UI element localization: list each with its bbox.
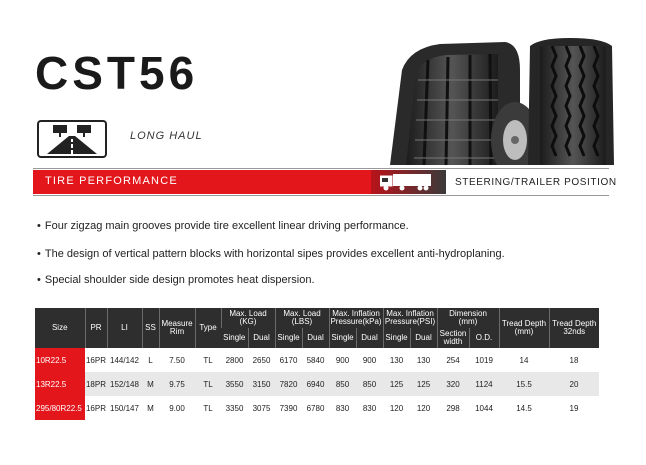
col-pr: PR (85, 308, 107, 348)
cell-type: TL (195, 372, 221, 396)
feature-item: • Special shoulder side design promotes heat dispersion. (37, 274, 315, 286)
divider (33, 168, 609, 169)
cell-rim: 7.50 (169, 355, 185, 365)
application-label: LONG HAUL (130, 130, 203, 142)
subcol-single: Single (221, 328, 248, 348)
col-inflation-kpa: Max. Inflation Pressure(kPa) (330, 309, 382, 326)
cell-tread-mm: 14.5 (516, 403, 532, 413)
cell-rim: 9.75 (159, 372, 195, 396)
cell-section-width: 298 (446, 403, 460, 413)
col-dimension: Dimension (mm) (437, 308, 499, 328)
cell-kg-single: 2800 (225, 355, 244, 365)
tire-front (528, 38, 614, 165)
cell-kpa-single: 850 (329, 372, 356, 396)
cell-kpa-single: 900 (335, 355, 350, 365)
cell-psi-dual: 130 (416, 355, 431, 365)
subcol-dual: Dual (410, 328, 437, 348)
col-li: LI (107, 308, 142, 348)
cell-kg-single: 3350 (225, 403, 244, 413)
subcol-dual: Dual (248, 328, 275, 348)
cell-ss: M (142, 372, 159, 396)
subcol-dual: Dual (302, 328, 329, 348)
cell-tread-32nds: 20 (549, 372, 599, 396)
cell-tread-mm: 15.5 (499, 372, 549, 396)
subcol-dual: Dual (356, 328, 383, 348)
cell-kg-dual: 3150 (248, 372, 275, 396)
feature-item: • Four zigzag main grooves provide tire excellent linear driving performance. (37, 220, 409, 232)
cell-pr: 16PR (85, 355, 106, 365)
truck-icon (380, 172, 435, 192)
col-load-kg: Max. Load (KG) (221, 308, 275, 328)
cell-psi-single: 120 (389, 403, 404, 413)
col-ss: SS (142, 308, 159, 348)
cell-li: 152/148 (107, 372, 142, 396)
tire-illustration (380, 30, 620, 165)
cell-tread-32nds: 18 (569, 355, 579, 365)
cell-kg-single: 3550 (221, 372, 248, 396)
cell-od: 1124 (469, 372, 499, 396)
road-icon (37, 120, 107, 158)
table-row (35, 348, 599, 372)
cell-lbs-single: 7390 (279, 403, 298, 413)
cell-size: 13R22.5 (35, 372, 85, 396)
cell-psi-dual: 120 (416, 403, 431, 413)
cell-tread-32nds: 19 (569, 403, 579, 413)
cell-kpa-dual: 900 (362, 355, 377, 365)
feature-item: • The design of vertical pattern blocks with horizontal sipes provides excellent anti-hydroplaning. (37, 248, 505, 260)
cell-kpa-dual: 830 (362, 403, 377, 413)
cell-pr: 16PR (85, 403, 106, 413)
position-label: STEERING/TRAILER POSITION (455, 177, 617, 188)
col-type: Type (195, 308, 221, 348)
tire-angled (390, 42, 539, 165)
cell-ss: L (148, 355, 153, 365)
cell-lbs-single: 6170 (279, 355, 298, 365)
divider (33, 195, 609, 196)
cell-kpa-dual: 850 (356, 372, 383, 396)
cell-section-width: 320 (437, 372, 469, 396)
cell-section-width: 254 (446, 355, 460, 365)
cell-type: TL (203, 355, 213, 365)
subcol-single: Single (383, 328, 410, 348)
cell-pr: 18PR (85, 372, 107, 396)
subcol-single: Single (329, 328, 356, 348)
cell-psi-single: 130 (389, 355, 404, 365)
subcol-section-width: Section width (437, 328, 469, 348)
cell-size: 10R22.5 (35, 348, 85, 372)
cell-od: 1044 (475, 403, 493, 413)
col-rim: Measure Rim (159, 308, 195, 348)
cell-rim: 9.00 (169, 403, 185, 413)
cell-lbs-dual: 6940 (302, 372, 329, 396)
cell-kpa-single: 830 (335, 403, 350, 413)
cell-type: TL (203, 403, 213, 413)
subcol-od: O.D. (469, 328, 499, 348)
table-row (35, 396, 599, 420)
col-tread-32nds: Tread Depth 32nds (549, 308, 599, 348)
cell-psi-single: 125 (383, 372, 410, 396)
section-title: TIRE PERFORMANCE (45, 175, 178, 187)
page-title: CST56 (35, 47, 199, 99)
spec-table (35, 308, 599, 420)
col-size: Size (35, 308, 85, 348)
cell-size: 295/80R22.5 (35, 396, 85, 420)
col-tread-mm: Tread Depth (mm) (499, 308, 549, 348)
col-inflation-psi: Max. Inflation Pressure(PSI) (384, 309, 436, 326)
cell-lbs-dual: 6780 (306, 403, 325, 413)
cell-psi-dual: 125 (410, 372, 437, 396)
table-row (35, 372, 599, 396)
cell-lbs-dual: 5840 (306, 355, 325, 365)
cell-lbs-single: 7820 (275, 372, 302, 396)
cell-tread-mm: 14 (519, 355, 529, 365)
subcol-single: Single (275, 328, 302, 348)
cell-od: 1019 (475, 355, 493, 365)
col-load-lbs: Max. Load (LBS) (275, 308, 329, 328)
cell-ss: M (147, 403, 154, 413)
cell-kg-dual: 2650 (252, 355, 271, 365)
cell-kg-dual: 3075 (252, 403, 271, 413)
cell-li: 150/147 (110, 403, 139, 413)
cell-li: 144/142 (110, 355, 139, 365)
